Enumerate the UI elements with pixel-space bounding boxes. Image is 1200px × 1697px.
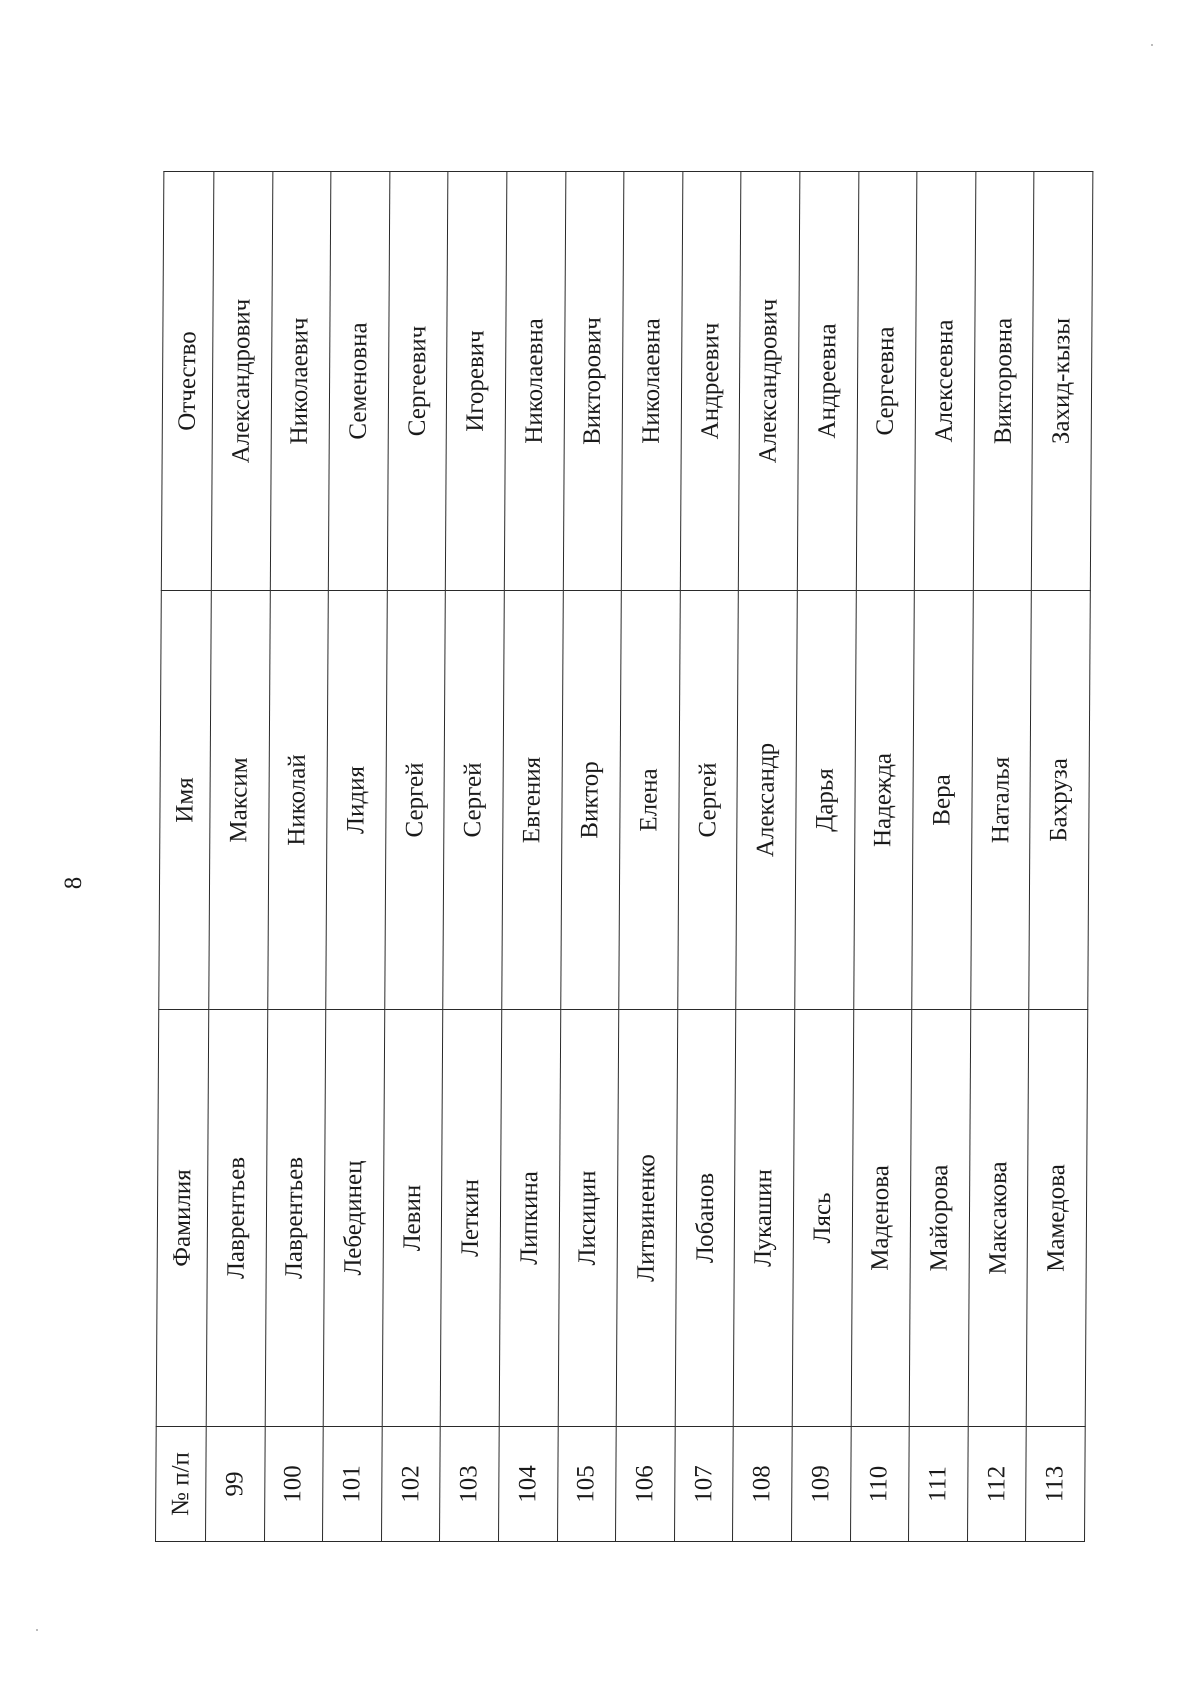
row-number-cell: 112: [967, 1427, 1026, 1542]
last-name-cell: Липкина: [499, 1010, 560, 1427]
first-name-cell: Наталья: [970, 591, 1031, 1010]
first-name-cell: Лидия: [326, 591, 387, 1010]
row-number-cell: 103: [440, 1427, 499, 1542]
last-name-cell: Лаврентьев: [265, 1010, 326, 1427]
table-row: [967, 172, 1034, 1542]
row-number-cell: 111: [909, 1427, 968, 1542]
scan-speck: [1151, 44, 1153, 46]
first-name-cell: Бахруза: [1029, 591, 1090, 1010]
patronymic-cell: Николаевич: [270, 172, 331, 591]
first-name-cell: Сергей: [385, 591, 446, 1010]
row-number-cell: 106: [616, 1427, 675, 1542]
patronymic-cell: Викторовна: [973, 172, 1034, 591]
row-number-cell: 113: [1026, 1427, 1085, 1542]
first-name-cell: Дарья: [795, 591, 856, 1010]
table-row: [733, 172, 800, 1542]
patronymic-cell: Семеновна: [328, 172, 389, 591]
table-body: [206, 172, 1093, 1542]
last-name-cell: Максакова: [968, 1010, 1029, 1427]
last-name-cell: Леткин: [441, 1010, 502, 1427]
table-row: [557, 172, 624, 1542]
table-row: [440, 172, 507, 1542]
first-name-cell: Сергей: [443, 591, 504, 1010]
row-number-cell: 107: [674, 1427, 733, 1542]
row-number-cell: 105: [557, 1427, 616, 1542]
patronymic-cell: Александрович: [739, 172, 800, 591]
table-row: [206, 172, 273, 1542]
last-name-cell: Лаврентьев: [206, 1010, 267, 1427]
last-name-cell: Лебединец: [323, 1010, 384, 1427]
first-name-cell: Максим: [209, 591, 270, 1010]
row-number-cell: 104: [498, 1427, 557, 1542]
row-number-cell: 99: [206, 1427, 265, 1542]
first-name-cell: Виктор: [560, 591, 621, 1010]
row-number-cell: 110: [850, 1427, 909, 1542]
header-first-name: Имя: [159, 591, 212, 1010]
patronymic-cell: Сергеевна: [856, 172, 917, 591]
header-patronymic: Отчество: [161, 172, 214, 591]
row-number-cell: 109: [791, 1427, 850, 1542]
last-name-cell: Левин: [382, 1010, 443, 1427]
first-name-cell: Николай: [267, 591, 328, 1010]
last-name-cell: Маденова: [851, 1010, 912, 1427]
table-header-row: [156, 172, 214, 1542]
row-number-cell: 108: [733, 1427, 792, 1542]
header-last-name: Фамилия: [156, 1010, 209, 1427]
first-name-cell: Сергей: [678, 591, 739, 1010]
people-table-grid: [155, 171, 1093, 1542]
header-number: № п/п: [156, 1427, 207, 1542]
first-name-cell: Вера: [912, 591, 973, 1010]
patronymic-cell: Николаевна: [504, 172, 565, 591]
people-table: [155, 172, 1079, 1542]
first-name-cell: Елена: [619, 591, 680, 1010]
patronymic-cell: Викторович: [563, 172, 624, 591]
table-row: [850, 172, 917, 1542]
table-row: [909, 172, 976, 1542]
table-row: [616, 172, 683, 1542]
last-name-cell: Лукашин: [734, 1010, 795, 1427]
table-row: [323, 172, 390, 1542]
row-number-cell: 102: [381, 1427, 440, 1542]
last-name-cell: Лобанов: [675, 1010, 736, 1427]
row-number-cell: 101: [323, 1427, 382, 1542]
patronymic-cell: Сергеевич: [387, 172, 448, 591]
patronymic-cell: Захид-кызы: [1032, 172, 1093, 591]
patronymic-cell: Николаевна: [621, 172, 682, 591]
last-name-cell: Майорова: [909, 1010, 970, 1427]
table-row: [1026, 172, 1093, 1542]
patronymic-cell: Андреевна: [797, 172, 858, 591]
patronymic-cell: Александрович: [211, 172, 272, 591]
table-row: [791, 172, 858, 1542]
patronymic-cell: Игоревич: [446, 172, 507, 591]
table-row: [381, 172, 448, 1542]
last-name-cell: Литвиненко: [616, 1010, 677, 1427]
first-name-cell: Евгения: [502, 591, 563, 1010]
table-row: [674, 172, 741, 1542]
patronymic-cell: Алексеевна: [914, 172, 975, 591]
last-name-cell: Лисицин: [558, 1010, 619, 1427]
last-name-cell: Мамедова: [1027, 1010, 1088, 1427]
first-name-cell: Александр: [736, 591, 797, 1010]
table-row: [498, 172, 565, 1542]
row-number-cell: 100: [264, 1427, 323, 1542]
page-number: 8: [60, 876, 87, 890]
last-name-cell: Лясь: [792, 1010, 853, 1427]
first-name-cell: Надежда: [853, 591, 914, 1010]
patronymic-cell: Андреевич: [680, 172, 741, 591]
table-row: [264, 172, 331, 1542]
scan-speck: [36, 1629, 38, 1631]
